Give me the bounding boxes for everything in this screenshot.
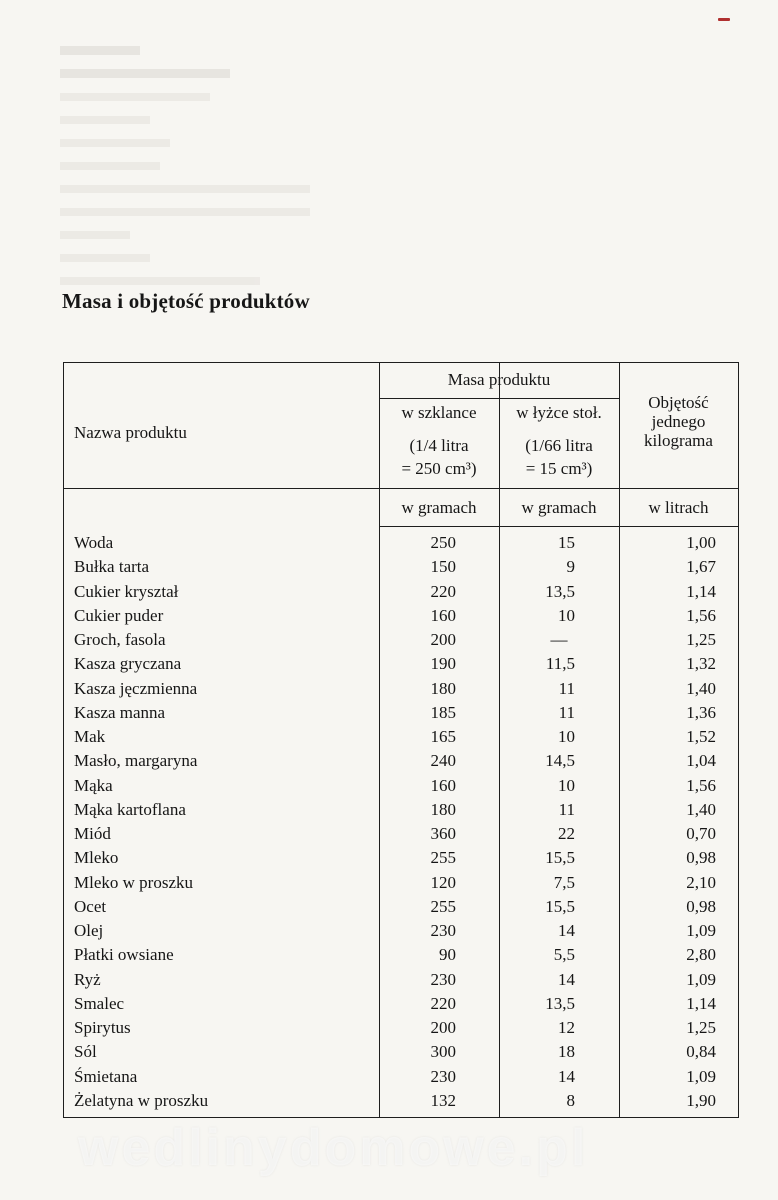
header-spoon-sub2: = 15 cm³)	[525, 459, 593, 478]
header-product-mass: Masa produktu	[447, 370, 551, 389]
volume-liters-cell: 1,00	[686, 533, 716, 552]
glass-grams-cell: 240	[430, 751, 456, 771]
volume-liters-cell: 0,98	[686, 896, 716, 916]
spoon-grams-cell: 5,5	[553, 945, 575, 965]
spoon-grams-cell: 14,5	[545, 751, 575, 771]
spoon-grams-cell: 14	[558, 921, 575, 940]
glass-grams-cell: 160	[430, 775, 456, 795]
glass-grams-cell: 200	[430, 1018, 456, 1037]
product-name-cell: Śmietana	[74, 1066, 138, 1086]
table-divider	[64, 488, 738, 489]
spoon-grams-cell: 22	[558, 824, 575, 843]
product-name-cell: Olej	[74, 921, 104, 940]
glass-grams-cell: 360	[430, 824, 456, 843]
volume-liters-cell: 1,67	[686, 557, 716, 577]
product-name-cell: Kasza gryczana	[74, 654, 182, 674]
product-name-cell: Kasza manna	[74, 702, 166, 722]
product-table	[63, 362, 739, 1118]
red-ink-mark	[718, 18, 730, 21]
product-name-cell: Groch, fasola	[74, 630, 166, 649]
header-glass-sub1: (1/4 litra	[409, 436, 469, 455]
product-name-cell: Mąka	[74, 775, 113, 795]
glass-grams-cell: 120	[430, 872, 456, 892]
volume-liters-cell: 0,98	[686, 848, 716, 868]
product-name-cell: Ocet	[74, 896, 107, 916]
spoon-grams-cell: 7,5	[553, 872, 575, 892]
product-name-cell: Woda	[74, 533, 114, 552]
product-name-cell: Cukier kryształ	[74, 581, 179, 601]
product-name-cell: Sól	[74, 1042, 97, 1062]
header-volume-3: kilograma	[644, 431, 713, 450]
table-divider	[379, 526, 738, 527]
product-name-cell: Mak	[74, 727, 106, 746]
glass-grams-cell: 230	[430, 921, 456, 940]
glass-grams-cell: 180	[430, 799, 456, 819]
glass-grams-cell: 255	[430, 896, 456, 916]
table-divider	[379, 398, 619, 399]
volume-liters-cell: 1,36	[686, 702, 716, 722]
product-name-cell: Żelatyna w proszku	[74, 1090, 209, 1110]
volume-liters-cell: 1,56	[686, 605, 716, 625]
volume-liters-cell: 1,90	[686, 1090, 716, 1110]
glass-grams-cell: 220	[430, 993, 456, 1013]
product-name-cell: Bułka tarta	[74, 557, 150, 577]
bleed-through-text	[60, 40, 750, 293]
volume-liters-cell: 1,32	[686, 654, 716, 674]
header-spoon-sub1: (1/66 litra	[525, 436, 593, 455]
product-name-cell: Spirytus	[74, 1018, 131, 1037]
volume-liters-cell: 1,14	[686, 993, 716, 1013]
volume-liters-cell: 2,80	[686, 945, 716, 965]
watermark: wedlinydomowe.pl	[78, 1119, 589, 1177]
spoon-grams-cell: —	[550, 630, 568, 649]
product-name-cell: Mąka kartoflana	[74, 799, 186, 819]
volume-liters-cell: 1,56	[686, 775, 716, 795]
glass-grams-cell: 165	[430, 727, 456, 746]
spoon-grams-cell: 9	[566, 557, 575, 577]
spoon-grams-cell: 11,5	[545, 654, 575, 674]
header-glass-sub2: = 250 cm³)	[401, 459, 477, 478]
product-name-cell: Miód	[74, 824, 111, 843]
spoon-grams-cell: 14	[558, 1066, 575, 1086]
product-name-cell: Smalec	[74, 993, 125, 1013]
spoon-grams-cell: 15	[558, 533, 575, 552]
spoon-grams-cell: 10	[558, 775, 575, 795]
page-title: Masa i objętość produktów	[62, 289, 310, 313]
volume-liters-cell: 2,10	[686, 872, 716, 892]
volume-liters-cell: 1,25	[686, 1018, 716, 1037]
glass-grams-cell: 150	[430, 557, 456, 577]
glass-grams-cell: 220	[430, 581, 456, 601]
spoon-grams-cell: 13,5	[545, 581, 575, 601]
glass-grams-cell: 190	[430, 654, 456, 674]
glass-grams-cell: 250	[430, 533, 456, 552]
spoon-grams-cell: 12	[558, 1018, 575, 1037]
volume-liters-cell: 1,52	[686, 727, 716, 746]
volume-liters-cell: 1,09	[686, 1066, 716, 1086]
spoon-grams-cell: 8	[566, 1090, 575, 1110]
header-volume-2: jednego	[651, 412, 706, 431]
volume-liters-cell: 1,09	[686, 921, 716, 940]
glass-grams-cell: 90	[439, 945, 456, 965]
glass-grams-cell: 180	[430, 678, 456, 698]
glass-grams-cell: 230	[430, 969, 456, 989]
product-name-cell: Ryż	[74, 969, 101, 989]
unit-liters: w litrach	[648, 498, 709, 517]
unit-grams-spoon: w gramach	[521, 498, 597, 517]
volume-liters-cell: 1,40	[686, 678, 716, 698]
header-glass: w szklance	[401, 403, 477, 422]
product-name-cell: Mleko w proszku	[74, 872, 193, 892]
spoon-grams-cell: 11	[558, 702, 575, 722]
volume-liters-cell: 1,04	[686, 751, 716, 771]
spoon-grams-cell: 10	[558, 727, 575, 746]
header-volume-1: Objętość	[648, 393, 709, 412]
product-name-cell: Mleko	[74, 848, 119, 868]
volume-liters-cell: 1,25	[686, 630, 716, 649]
volume-liters-cell: 1,14	[686, 581, 716, 601]
glass-grams-cell: 185	[430, 702, 456, 722]
header-spoon: w łyżce stoł.	[516, 403, 602, 422]
spoon-grams-cell: 14	[558, 969, 575, 989]
glass-grams-cell: 230	[430, 1066, 456, 1086]
product-name-cell: Cukier puder	[74, 605, 164, 625]
header-product-name: Nazwa produktu	[74, 423, 187, 442]
spoon-grams-cell: 11	[558, 678, 575, 698]
glass-grams-cell: 132	[430, 1090, 456, 1110]
volume-liters-cell: 1,40	[686, 799, 716, 819]
spoon-grams-cell: 18	[558, 1042, 575, 1062]
product-name-cell: Masło, margaryna	[74, 751, 198, 771]
glass-grams-cell: 160	[430, 605, 456, 625]
spoon-grams-cell: 15,5	[545, 848, 575, 868]
glass-grams-cell: 200	[430, 630, 456, 649]
glass-grams-cell: 255	[430, 848, 456, 868]
spoon-grams-cell: 10	[558, 605, 575, 625]
spoon-grams-cell: 13,5	[545, 993, 575, 1013]
product-name-cell: Płatki owsiane	[74, 945, 174, 965]
unit-grams-glass: w gramach	[401, 498, 477, 517]
volume-liters-cell: 1,09	[686, 969, 716, 989]
spoon-grams-cell: 11	[558, 799, 575, 819]
volume-liters-cell: 0,84	[686, 1042, 716, 1062]
product-name-cell: Kasza jęczmienna	[74, 678, 198, 698]
spoon-grams-cell: 15,5	[545, 896, 575, 916]
glass-grams-cell: 300	[430, 1042, 456, 1062]
volume-liters-cell: 0,70	[686, 824, 716, 843]
